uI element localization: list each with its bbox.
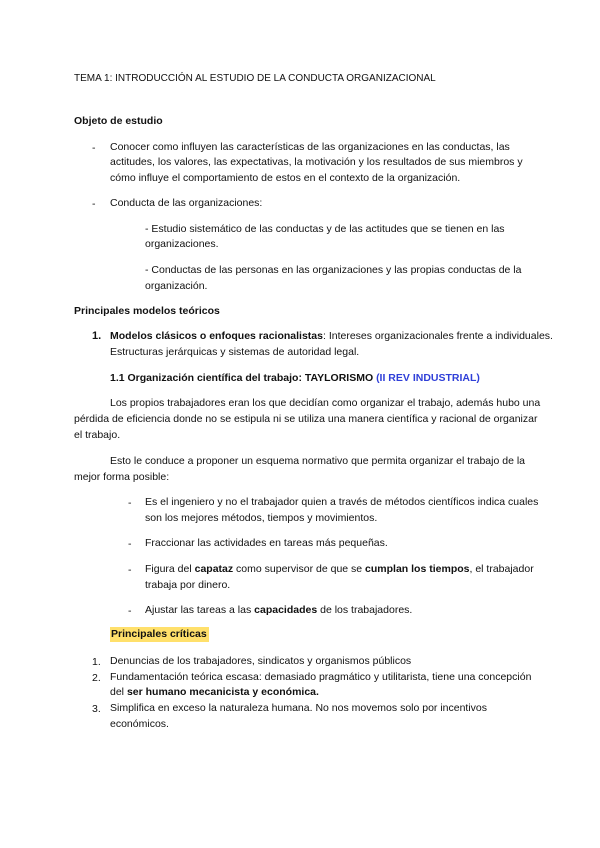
critica2-line2 (110, 687, 319, 698)
tb3-b: capataz (194, 563, 234, 575)
bullet-marker: - (128, 497, 132, 509)
criticas-heading (110, 629, 209, 640)
tb3-c: como supervisor de que se (233, 563, 366, 575)
critica2-number: 2. (92, 672, 101, 684)
para2-line2: mejor forma posible: (74, 471, 170, 483)
tb4-c: de los trabajadores. (317, 604, 413, 616)
para2-line1: Esto le conduce a proponer un esquema normativo que permita organizar el trabajo de la (110, 455, 526, 467)
taylorismo-text: 1.1 Organización científica del trabajo: TAYLORISMO (110, 372, 377, 384)
item1-rest: : Intereses organizacionales frente a individuales. (322, 330, 553, 342)
tb1-line1: Es el ingeniero y no el trabajador quien a través de métodos científicos indica cuales (145, 496, 539, 508)
tb2-text: Fraccionar las actividades en tareas más pequeñas. (145, 537, 388, 549)
para1-line2: pérdida de eficiencia donde no se estipula ni se utiliza una manera científica y racional de organizar (74, 413, 538, 425)
tb4-line (145, 605, 412, 616)
bullet2-text: Conducta de las organizaciones: (110, 197, 263, 209)
tb3-a: Figura del (145, 563, 195, 575)
critica2-line2b: ser humano mecanicista y económica. (126, 686, 319, 698)
bullet1-line3: cómo influye el comportamiento de estos en el contexto de la organización. (110, 172, 461, 184)
sub1-line2: organizaciones. (145, 238, 219, 250)
bullet1-line1: Conocer como influyen las características de las organizaciones en las conductas, las (110, 141, 510, 153)
tb1-line2: son los mejores métodos, tiempos y movimientos. (145, 512, 378, 524)
item1-line2: Estructuras jerárquicas y sistemas de autoridad legal. (110, 346, 360, 358)
para1-line3: el trabajo. (74, 429, 121, 441)
title-prefix: TEMA 1 (74, 73, 110, 84)
critica3-line1: Simplifica en exceso la naturaleza humana. No nos movemos solo por incentivos (110, 702, 488, 714)
para1-line1: Los propios trabajadores eran los que decidían como organizar el trabajo, además hubo una (110, 397, 541, 409)
tb4-b: capacidades (254, 604, 318, 616)
bullet-marker: - (92, 198, 96, 210)
tb3-line1 (145, 564, 534, 575)
section-heading-modelos: Principales modelos teóricos (74, 305, 220, 317)
bullet-marker: - (128, 605, 132, 617)
sub2-line2: organización. (145, 280, 208, 292)
critica3-number: 3. (92, 703, 101, 715)
bullet-marker: - (92, 142, 96, 154)
tb4-a: Ajustar las tareas a las (145, 604, 255, 616)
criticas-heading-text: Principales críticas (111, 628, 207, 640)
critica2-line2a: del (110, 686, 127, 698)
critica1-text: Denuncias de los trabajadores, sindicatos y organismos públicos (110, 655, 412, 667)
taylorismo-tag: (II REV INDUSTRIAL) (376, 372, 480, 384)
critica1-number: 1. (92, 656, 101, 668)
document-title (74, 74, 436, 84)
sub2-line1: - Conductas de las personas en las organizaciones y las propias conductas de la (145, 264, 522, 276)
tb3-line2: trabaja por dinero. (145, 579, 231, 591)
tb3-d: cumplan los tiempos (365, 563, 470, 575)
bullet1-line2: actitudes, los valores, las expectativas, la motivación y los resultados de sus miembros y (110, 156, 523, 168)
item1-bold: Modelos clásicos o enfoques racionalistas (110, 330, 323, 342)
section-heading-objeto: Objeto de estudio (74, 115, 163, 127)
item1-line1 (110, 331, 553, 342)
taylorismo-heading (110, 373, 480, 384)
bullet-marker: - (128, 564, 132, 576)
critica3-line2: económicos. (110, 718, 169, 730)
title-text: : INTRODUCCIÓN AL ESTUDIO DE LA CONDUCTA ORGANIZACIONAL (109, 73, 436, 84)
sub1-line1: - Estudio sistemático de las conductas y de las actitudes que se tienen en las (145, 223, 505, 235)
item1-number: 1. (92, 330, 102, 342)
tb3-e: , el trabajador (469, 563, 534, 575)
critica2-line1: Fundamentación teórica escasa: demasiado pragmático y utilitarista, tiene una concepción (110, 671, 532, 683)
bullet-marker: - (128, 538, 132, 550)
